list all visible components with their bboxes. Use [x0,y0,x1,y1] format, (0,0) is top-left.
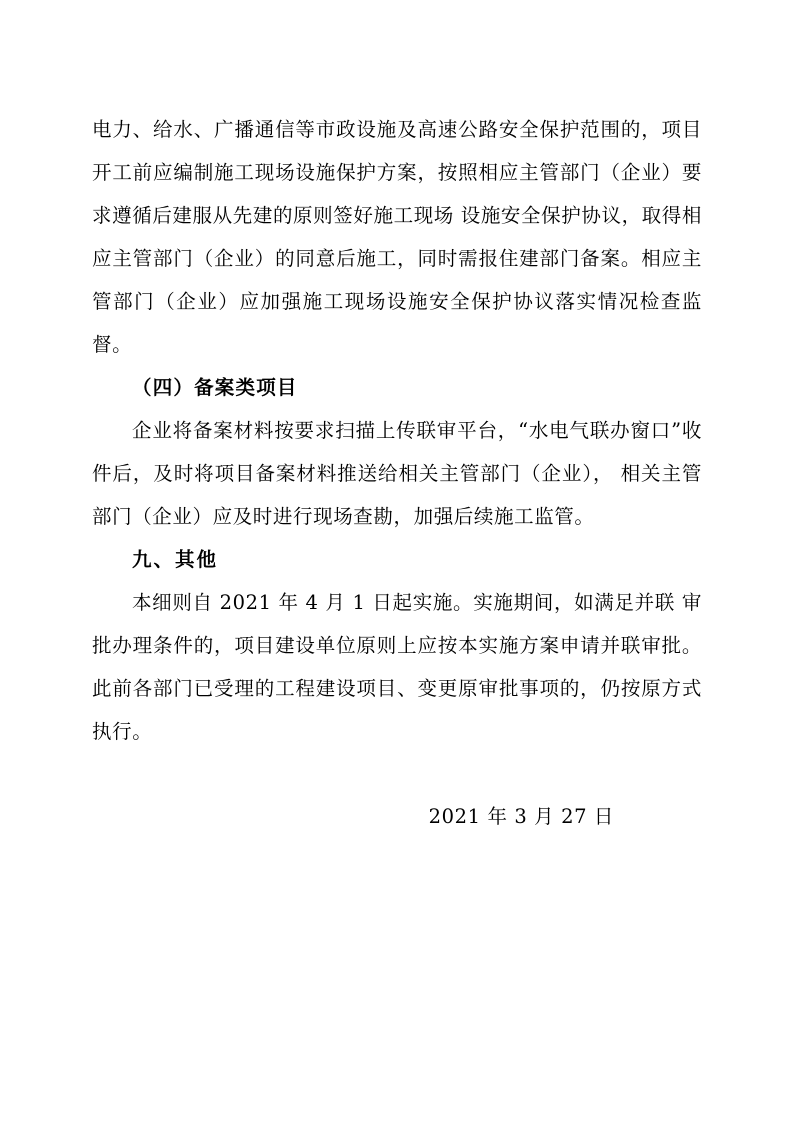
document-body [92,108,702,838]
signature-date: 2021 年 3 月 27 日 [428,805,614,828]
heading-section-nine: 九、其他 [132,548,219,571]
heading-section-four: （四）备案类项目 [132,376,298,399]
paragraph-filing-projects: 企业将备案材料按要求扫描上传联审平台，“水电气联办窗口”收件后，及时将项目备案材料推送给相关主管部门（企业）， 相关主管部门（企业）应及时进行现场查勘，加强后续施工监管。 [92,419,702,528]
paragraph-utilities-protection: 电力、给水、广播通信等市政设施及高速公路安全保护范围的，项目开工前应编制施工现场设施保护方案，按照相应主管部门（企业）要求遵循后建服从先建的原则签好施工现场 设施安全保护协议，取得相应主管部门（企业）的同意后施工，同时需报住建部门备案。相应主管部门（企业）应加强施工现场设施安全保护协议落实情况检查监督。 [92,118,702,356]
paragraph-effective-date: 本细则自 2021 年 4 月 1 日起实施。实施期间，如满足并联 审批办理条件的，项目建设单位原则上应按本实施方案申请并联审批。此前各部门已受理的工程建设项目、变更原审批事项的，仍按原方式执行。 [92,591,702,743]
